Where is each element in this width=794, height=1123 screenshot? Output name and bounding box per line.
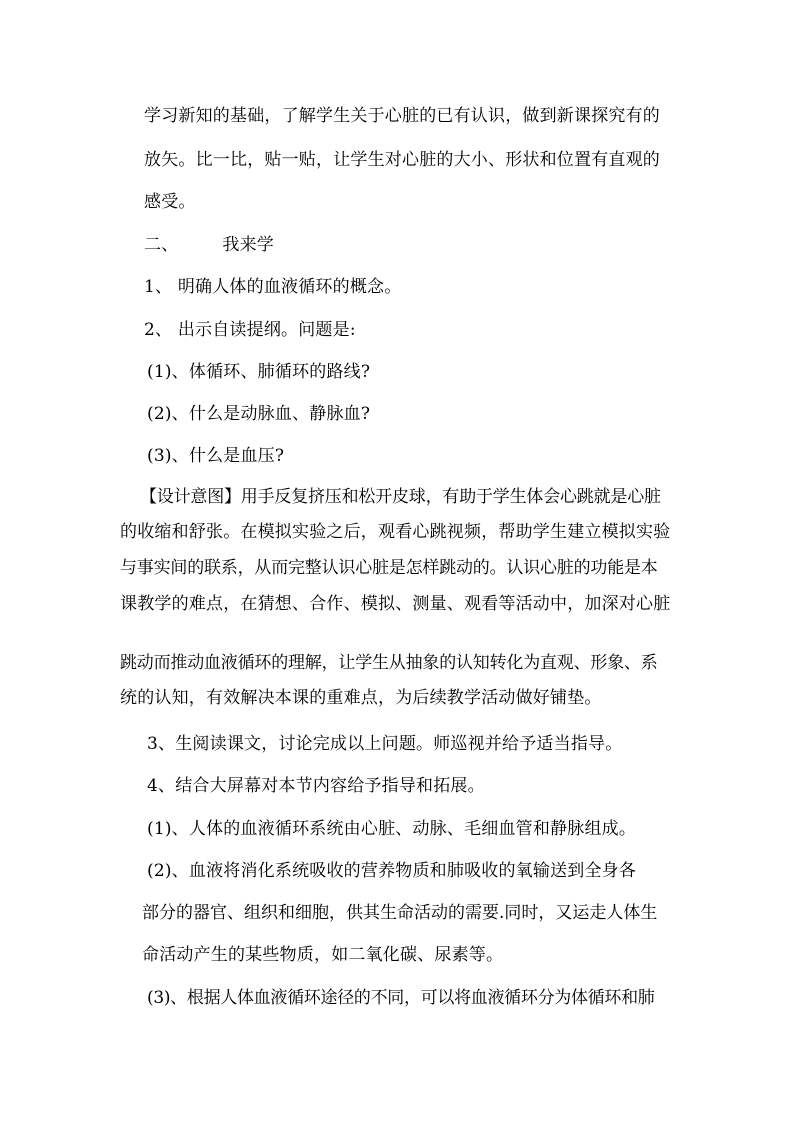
paragraph-line: 学习新知的基础，了解学生关于心脏的已有认识，做到新课探究有的 bbox=[144, 106, 660, 126]
section-title: 我来学 bbox=[222, 235, 275, 255]
list-item: 2、 出示自读提纲。问题是: bbox=[144, 320, 356, 340]
section-heading bbox=[144, 233, 274, 257]
design-intent-line: 课教学的难点，在猜想、合作、模拟、测量、观看等活动中，加深对心脏 bbox=[120, 594, 671, 614]
list-item: 1、 明确人体的血液循环的概念。 bbox=[144, 277, 402, 297]
paragraph-line: 感受。 bbox=[144, 192, 196, 212]
list-item: 4、结合大屏幕对本节内容给予指导和拓展。 bbox=[147, 776, 485, 796]
design-intent-line: 与事实间的联系，从而完整认识心脏是怎样跳动的。认识心脏的功能是本 bbox=[120, 558, 658, 578]
paragraph-line: 放矢。比一比，贴一贴，让学生对心脏的大小、形状和位置有直观的 bbox=[144, 150, 660, 170]
question-item: (2)、什么是动脉血、静脉血? bbox=[147, 404, 371, 424]
sub-item: (2)、血液将消化系统吸收的营养物质和肺吸收的氧输送到全身各 bbox=[147, 861, 637, 881]
design-intent-line: 【设计意图】用手反复挤压和松开皮球，有助于学生体会心跳就是心脏 bbox=[140, 487, 661, 507]
sub-item: (1)、人体的血液循环系统由心脏、动脉、毛细血管和静脉组成。 bbox=[147, 819, 637, 839]
design-intent-line: 统的认知，有效解决本课的重难点，为后续教学活动做好铺垫。 bbox=[120, 688, 602, 708]
section-number: 二、 bbox=[144, 235, 179, 255]
sub-item-continuation: 部分的器官、组织和细胞，供其生命活动的需要.同时，又运走人体生 bbox=[142, 903, 658, 923]
sub-item-continuation: 命活动产生的某些物质，如二氧化碳、尿素等。 bbox=[142, 945, 504, 965]
design-intent-line: 跳动而推动血液循环的理解，让学生从抽象的认知转化为直观、形象、系 bbox=[120, 653, 658, 673]
question-item: (3)、什么是血压? bbox=[147, 446, 285, 466]
list-item: 3、生阅读课文，讨论完成以上问题。师巡视并给予适当指导。 bbox=[147, 734, 623, 754]
sub-item: (3)、根据人体血液循环途径的不同，可以将血液循环分为体循环和肺 bbox=[147, 988, 655, 1008]
question-item: (1)、体循环、肺循环的路线? bbox=[147, 362, 371, 382]
design-intent-line: 的收缩和舒张。在模拟实验之后，观看心跳视频，帮助学生建立模拟实验 bbox=[120, 522, 671, 542]
